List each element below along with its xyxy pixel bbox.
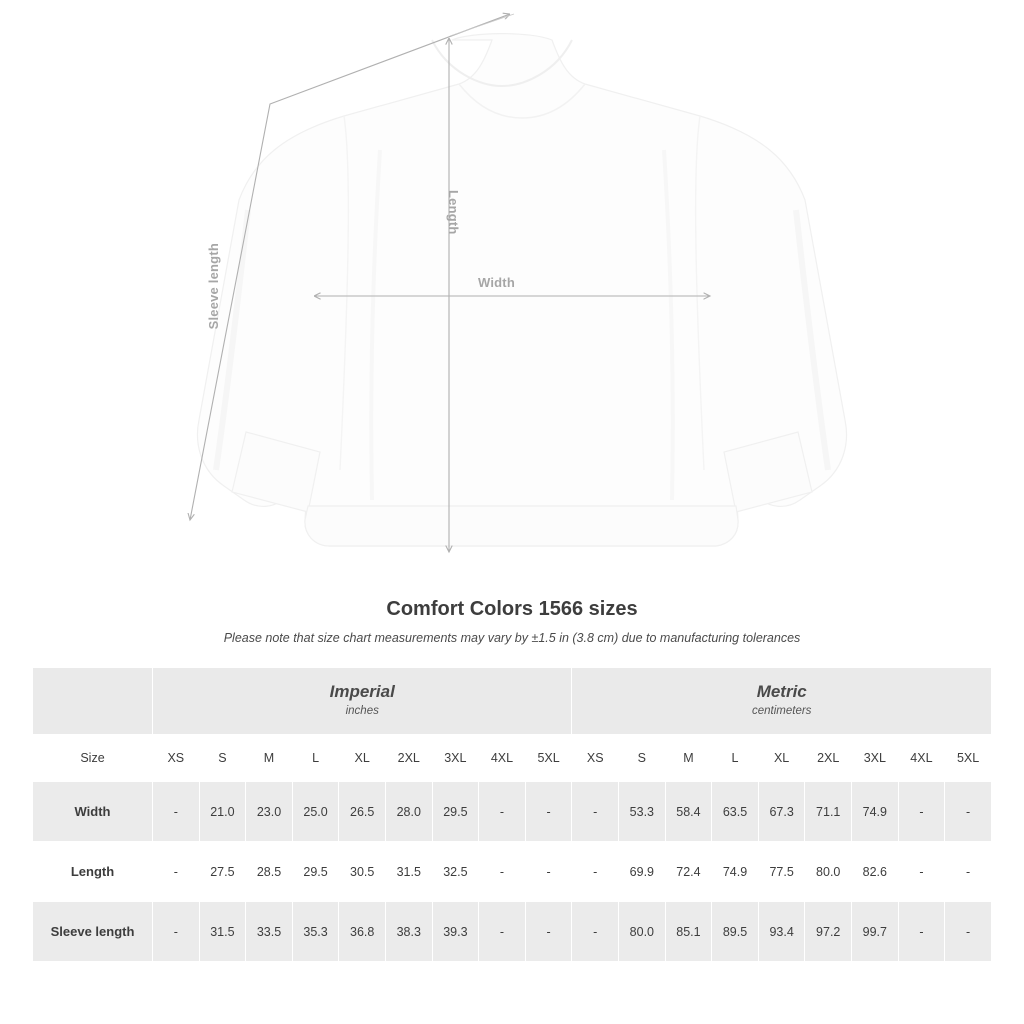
cell-width-metric-s: 53.3: [619, 782, 666, 842]
size-chart-table-wrap: [32, 667, 992, 962]
cell-width-imperial-m: 23.0: [246, 782, 293, 842]
cell-sleeve-metric-l: 89.5: [712, 902, 759, 962]
cell-sleeve-imperial-xs: -: [153, 902, 200, 962]
cell-sleeve-metric-3xl: 99.7: [852, 902, 899, 962]
cell-length-metric-5xl: -: [945, 842, 992, 902]
width-label: Width: [478, 275, 515, 290]
cell-width-metric-5xl: -: [945, 782, 992, 842]
metric-header: [572, 668, 992, 735]
cell-width-imperial-4xl: -: [479, 782, 526, 842]
cell-width-imperial-5xl: -: [525, 782, 572, 842]
cell-length-imperial-m: 28.5: [246, 842, 293, 902]
size-header-metric-l: L: [712, 735, 759, 782]
cell-length-metric-2xl: 80.0: [805, 842, 852, 902]
cell-sleeve-metric-xl: 93.4: [758, 902, 805, 962]
row-label-width: Width: [33, 782, 153, 842]
size-header-row: [33, 735, 992, 782]
cell-width-metric-xs: -: [572, 782, 619, 842]
table-row: [33, 902, 992, 962]
table-row: [33, 782, 992, 842]
row-label-sleeve-length: Sleeve length: [33, 902, 153, 962]
size-header-imperial-xs: XS: [153, 735, 200, 782]
size-header-metric-4xl: 4XL: [898, 735, 945, 782]
cell-sleeve-metric-m: 85.1: [665, 902, 712, 962]
row-label-length: Length: [33, 842, 153, 902]
cell-width-metric-4xl: -: [898, 782, 945, 842]
length-label: Length: [446, 190, 461, 235]
sweatshirt-shape: [197, 34, 846, 546]
cell-length-metric-l: 74.9: [712, 842, 759, 902]
cell-width-metric-m: 58.4: [665, 782, 712, 842]
cell-sleeve-imperial-xl: 36.8: [339, 902, 386, 962]
cell-sleeve-metric-2xl: 97.2: [805, 902, 852, 962]
cell-sleeve-imperial-3xl: 39.3: [432, 902, 479, 962]
imperial-name: Imperial: [329, 682, 395, 702]
cell-length-imperial-5xl: -: [525, 842, 572, 902]
size-header-imperial-5xl: 5XL: [525, 735, 572, 782]
size-chart-table: [32, 667, 992, 962]
cell-sleeve-imperial-4xl: -: [479, 902, 526, 962]
size-header-metric-xs: XS: [572, 735, 619, 782]
cell-sleeve-imperial-s: 31.5: [199, 902, 246, 962]
cell-sleeve-metric-xs: -: [572, 902, 619, 962]
imperial-header: [153, 668, 572, 735]
cell-length-metric-m: 72.4: [665, 842, 712, 902]
cell-sleeve-metric-s: 80.0: [619, 902, 666, 962]
sleeve-length-label: Sleeve length: [206, 243, 221, 330]
cell-length-imperial-xs: -: [153, 842, 200, 902]
size-header-imperial-xl: XL: [339, 735, 386, 782]
size-header-imperial-l: L: [292, 735, 339, 782]
cell-length-imperial-xl: 30.5: [339, 842, 386, 902]
cell-width-metric-xl: 67.3: [758, 782, 805, 842]
cell-length-imperial-s: 27.5: [199, 842, 246, 902]
size-header-imperial-3xl: 3XL: [432, 735, 479, 782]
page-title: Comfort Colors 1566 sizes: [386, 598, 638, 620]
cell-length-metric-xs: -: [572, 842, 619, 902]
cell-width-imperial-xl: 26.5: [339, 782, 386, 842]
cell-width-imperial-xs: -: [153, 782, 200, 842]
size-header-metric-m: M: [665, 735, 712, 782]
size-header-metric-5xl: 5XL: [945, 735, 992, 782]
size-header-imperial-s: S: [199, 735, 246, 782]
imperial-units: inches: [345, 705, 379, 718]
unit-header-row: [33, 668, 992, 735]
cell-sleeve-imperial-5xl: -: [525, 902, 572, 962]
cell-width-metric-3xl: 74.9: [852, 782, 899, 842]
cell-width-metric-2xl: 71.1: [805, 782, 852, 842]
cell-width-imperial-l: 25.0: [292, 782, 339, 842]
cell-width-imperial-2xl: 28.0: [385, 782, 432, 842]
cell-length-metric-3xl: 82.6: [852, 842, 899, 902]
size-header-imperial-m: M: [246, 735, 293, 782]
size-header-metric-2xl: 2XL: [805, 735, 852, 782]
cell-width-imperial-s: 21.0: [199, 782, 246, 842]
table-row: [33, 842, 992, 902]
cell-length-metric-s: 69.9: [619, 842, 666, 902]
size-header-metric-xl: XL: [758, 735, 805, 782]
cell-length-metric-4xl: -: [898, 842, 945, 902]
metric-units: centimeters: [752, 705, 812, 718]
cell-length-imperial-2xl: 31.5: [385, 842, 432, 902]
size-header-imperial-4xl: 4XL: [479, 735, 526, 782]
cell-width-metric-l: 63.5: [712, 782, 759, 842]
cell-sleeve-imperial-m: 33.5: [246, 902, 293, 962]
cell-sleeve-metric-4xl: -: [898, 902, 945, 962]
cell-sleeve-imperial-2xl: 38.3: [385, 902, 432, 962]
size-header-imperial-2xl: 2XL: [385, 735, 432, 782]
cell-length-imperial-3xl: 32.5: [432, 842, 479, 902]
size-header-metric-s: S: [619, 735, 666, 782]
metric-name: Metric: [756, 682, 807, 702]
size-column-header: Size: [33, 735, 153, 782]
cell-sleeve-metric-5xl: -: [945, 902, 992, 962]
cell-sleeve-imperial-l: 35.3: [292, 902, 339, 962]
size-header-metric-3xl: 3XL: [852, 735, 899, 782]
cell-length-imperial-4xl: -: [479, 842, 526, 902]
cell-length-imperial-l: 29.5: [292, 842, 339, 902]
tolerance-note: Please note that size chart measurements may vary by ±1.5 in (3.8 cm) due to manufacturing tolerances: [223, 631, 801, 645]
cell-width-imperial-3xl: 29.5: [432, 782, 479, 842]
cell-length-metric-xl: 77.5: [758, 842, 805, 902]
table-corner-cell: [33, 668, 153, 735]
